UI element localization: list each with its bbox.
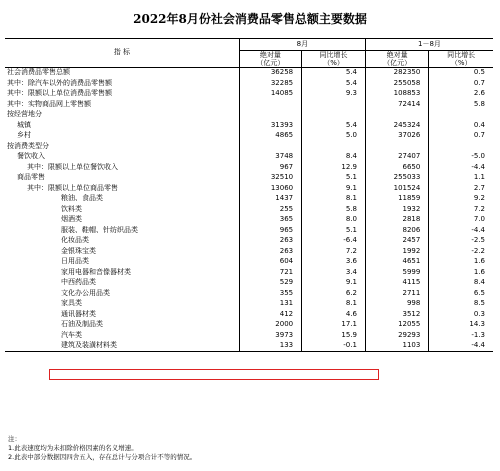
- month-growth: 5.4: [302, 78, 366, 89]
- ytd-growth: -1.3: [429, 330, 493, 341]
- ytd-growth: -5.0: [429, 152, 493, 163]
- table-row: [5, 99, 493, 110]
- table-row: [5, 204, 493, 215]
- month-growth: 5.0: [302, 131, 366, 142]
- row-label: 日用品类: [61, 257, 89, 266]
- month-value: 412: [239, 309, 301, 320]
- page-title: 2022年8月份社会消费品零售总额主要数据: [133, 12, 367, 26]
- month-value: [239, 141, 301, 152]
- ytd-value: 1932: [365, 204, 428, 215]
- table-row: [5, 89, 493, 100]
- ytd-growth: 1.6: [429, 267, 493, 278]
- note-heading: 注：: [8, 435, 21, 443]
- ytd-value: 3512: [365, 309, 428, 320]
- month-growth: 3.6: [302, 257, 366, 268]
- ytd-growth: 1.6: [429, 257, 493, 268]
- ytd-growth: 14.3: [429, 320, 493, 331]
- table-row: [5, 236, 493, 247]
- table-row: [5, 141, 493, 152]
- footnotes: [8, 435, 196, 462]
- table-row: [5, 320, 493, 331]
- row-label: 化妆品类: [61, 236, 89, 245]
- month-value: 1437: [239, 194, 301, 205]
- month-value: [239, 99, 301, 110]
- month-value: 32285: [239, 78, 301, 89]
- row-label: 服装、鞋帽、针纺织品类: [61, 225, 138, 234]
- ytd-value: 108853: [365, 89, 428, 100]
- highlight-box: [49, 369, 379, 380]
- ytd-growth: -2.2: [429, 246, 493, 257]
- ytd-value: 4651: [365, 257, 428, 268]
- table-row: [5, 183, 493, 194]
- ytd-value: [365, 110, 428, 121]
- month-value: 3973: [239, 330, 301, 341]
- ytd-growth: 8.5: [429, 299, 493, 310]
- month-value: 965: [239, 225, 301, 236]
- ytd-value: 27407: [365, 152, 428, 163]
- month-growth: 9.1: [302, 278, 366, 289]
- month-value: 355: [239, 288, 301, 299]
- ytd-growth: 0.7: [429, 78, 493, 89]
- row-label: 乡村: [17, 131, 31, 140]
- ytd-value: 255058: [365, 78, 428, 89]
- ytd-growth: -4.4: [429, 162, 493, 173]
- row-label: 按经营地分: [7, 110, 42, 119]
- row-label: 家具类: [61, 299, 82, 308]
- ytd-header: 1－8月: [365, 39, 493, 51]
- ytd-value: 29293: [365, 330, 428, 341]
- row-label: 商品零售: [17, 173, 45, 182]
- month-value: 14085: [239, 89, 301, 100]
- month-growth: 8.1: [302, 299, 366, 310]
- table-row: [5, 288, 493, 299]
- row-label: 社会消费品零售总额: [7, 68, 70, 77]
- month-value: 13060: [239, 183, 301, 194]
- ytd-growth-header: 同比增长 （%）: [429, 50, 493, 67]
- month-value-header: 绝对量 （亿元）: [239, 50, 301, 67]
- month-value: 255: [239, 204, 301, 215]
- ytd-growth: 1.1: [429, 173, 493, 184]
- ytd-value: 8206: [365, 225, 428, 236]
- month-growth: 15.9: [302, 330, 366, 341]
- row-label: 其中：限额以上单位商品零售: [27, 183, 118, 192]
- month-growth: 17.1: [302, 320, 366, 331]
- ytd-value: 2818: [365, 215, 428, 226]
- month-value: 133: [239, 341, 301, 352]
- table-row: [5, 278, 493, 289]
- month-growth: 9.1: [302, 183, 366, 194]
- ytd-value: 37026: [365, 131, 428, 142]
- table-row: [5, 267, 493, 278]
- month-growth: 8.4: [302, 152, 366, 163]
- table-row: [5, 131, 493, 142]
- ytd-value: 101524: [365, 183, 428, 194]
- month-growth: 5.4: [302, 120, 366, 131]
- ytd-growth: 0.3: [429, 309, 493, 320]
- month-growth: 8.1: [302, 194, 366, 205]
- table-row: [5, 215, 493, 226]
- ytd-value: 1103: [365, 341, 428, 352]
- ytd-growth: 9.2: [429, 194, 493, 205]
- ytd-value: [365, 141, 428, 152]
- table-row: [5, 341, 493, 352]
- row-label: 文化办公用品类: [61, 288, 110, 297]
- row-label: 汽车类: [61, 330, 82, 339]
- ytd-growth: [429, 110, 493, 121]
- ytd-value: 12055: [365, 320, 428, 331]
- row-label: 石油及制品类: [61, 320, 103, 329]
- month-growth: 5.1: [302, 225, 366, 236]
- ytd-growth: 0.5: [429, 67, 493, 78]
- indicator-header: 指 标: [5, 39, 239, 68]
- month-value: 36258: [239, 67, 301, 78]
- row-label: 烟酒类: [61, 215, 82, 224]
- ytd-value: 2711: [365, 288, 428, 299]
- ytd-growth: 2.7: [429, 183, 493, 194]
- table-row: [5, 257, 493, 268]
- ytd-growth: 8.4: [429, 278, 493, 289]
- ytd-growth: 2.6: [429, 89, 493, 100]
- note-2: 2.此表中部分数据因四舍五入，存在总计与分项合计不等的情况。: [8, 453, 197, 461]
- note-1: 1.此表速度均为未扣除价格因素的名义增速。: [8, 444, 138, 452]
- ytd-value: 72414: [365, 99, 428, 110]
- month-growth: 12.9: [302, 162, 366, 173]
- row-label: 建筑及装潢材料类: [5, 341, 239, 352]
- month-growth: 9.3: [302, 89, 366, 100]
- row-label: 其中：除汽车以外的消费品零售额: [7, 78, 112, 87]
- table-row: [5, 194, 493, 205]
- month-value: 967: [239, 162, 301, 173]
- ytd-value: 2457: [365, 236, 428, 247]
- ytd-value: 245324: [365, 120, 428, 131]
- month-value: 263: [239, 246, 301, 257]
- month-value: 31393: [239, 120, 301, 131]
- month-growth: 5.4: [302, 67, 366, 78]
- row-label: 中西药品类: [61, 278, 96, 287]
- row-label: 通讯器材类: [61, 309, 96, 318]
- ytd-growth: [429, 141, 493, 152]
- month-growth: 7.2: [302, 246, 366, 257]
- month-growth: 6.2: [302, 288, 366, 299]
- table-row: [5, 152, 493, 163]
- month-value: 3748: [239, 152, 301, 163]
- table-row: [5, 78, 493, 89]
- month-growth: -0.1: [302, 341, 366, 352]
- ytd-growth: 7.2: [429, 204, 493, 215]
- month-value: 365: [239, 215, 301, 226]
- table-header-row: [5, 39, 493, 51]
- month-value: 529: [239, 278, 301, 289]
- row-label: 家用电器和音像器材类: [61, 267, 131, 276]
- table-row: [5, 246, 493, 257]
- ytd-value: 4115: [365, 278, 428, 289]
- table-row: [5, 173, 493, 184]
- ytd-value-header: 绝对量 （亿元）: [365, 50, 428, 67]
- month-growth: 8.0: [302, 215, 366, 226]
- table-row: [5, 309, 493, 320]
- ytd-growth: 0.7: [429, 131, 493, 142]
- ytd-growth: 0.4: [429, 120, 493, 131]
- table-row: [5, 67, 493, 78]
- ytd-growth: 5.8: [429, 99, 493, 110]
- table-row: [5, 225, 493, 236]
- table-row: [5, 299, 493, 310]
- ytd-growth: 6.5: [429, 288, 493, 299]
- ytd-value: 11859: [365, 194, 428, 205]
- month-growth: 3.4: [302, 267, 366, 278]
- month-value: [239, 110, 301, 121]
- ytd-value: 998: [365, 299, 428, 310]
- month-growth: 5.8: [302, 204, 366, 215]
- table-row: [5, 330, 493, 341]
- row-label: 其中：限额以上单位餐饮收入: [27, 162, 118, 171]
- ytd-growth: -4.4: [429, 341, 493, 352]
- month-growth: [302, 141, 366, 152]
- month-value: 4865: [239, 131, 301, 142]
- ytd-value: 282350: [365, 67, 428, 78]
- month-growth: [302, 99, 366, 110]
- row-label: 饮料类: [61, 204, 82, 213]
- ytd-value: 255033: [365, 173, 428, 184]
- month-value: 32510: [239, 173, 301, 184]
- ytd-value: 6650: [365, 162, 428, 173]
- month-growth-header: 同比增长 （%）: [302, 50, 366, 67]
- ytd-growth: -4.4: [429, 225, 493, 236]
- month-growth: 4.6: [302, 309, 366, 320]
- data-table: [5, 38, 493, 352]
- table-row: [5, 110, 493, 121]
- row-label: 餐饮收入: [17, 152, 45, 161]
- row-label: 金银珠宝类: [61, 246, 96, 255]
- month-value: 2000: [239, 320, 301, 331]
- month-header: 8月: [239, 39, 365, 51]
- row-label: 粮油、食品类: [61, 194, 103, 203]
- month-growth: 5.1: [302, 173, 366, 184]
- table-row: [5, 162, 493, 173]
- ytd-growth: 7.0: [429, 215, 493, 226]
- row-label: 其中：实物商品网上零售额: [7, 99, 91, 108]
- row-label: 按消费类型分: [7, 141, 49, 150]
- row-label: 其中：限额以上单位消费品零售额: [7, 89, 112, 98]
- month-value: 721: [239, 267, 301, 278]
- month-value: 131: [239, 299, 301, 310]
- month-growth: -6.4: [302, 236, 366, 247]
- ytd-value: 5999: [365, 267, 428, 278]
- table-row: [5, 120, 493, 131]
- month-value: 263: [239, 236, 301, 247]
- ytd-growth: -2.5: [429, 236, 493, 247]
- month-value: 604: [239, 257, 301, 268]
- month-growth: [302, 110, 366, 121]
- ytd-value: 1992: [365, 246, 428, 257]
- table-body: [5, 67, 493, 352]
- row-label: 城镇: [17, 120, 31, 129]
